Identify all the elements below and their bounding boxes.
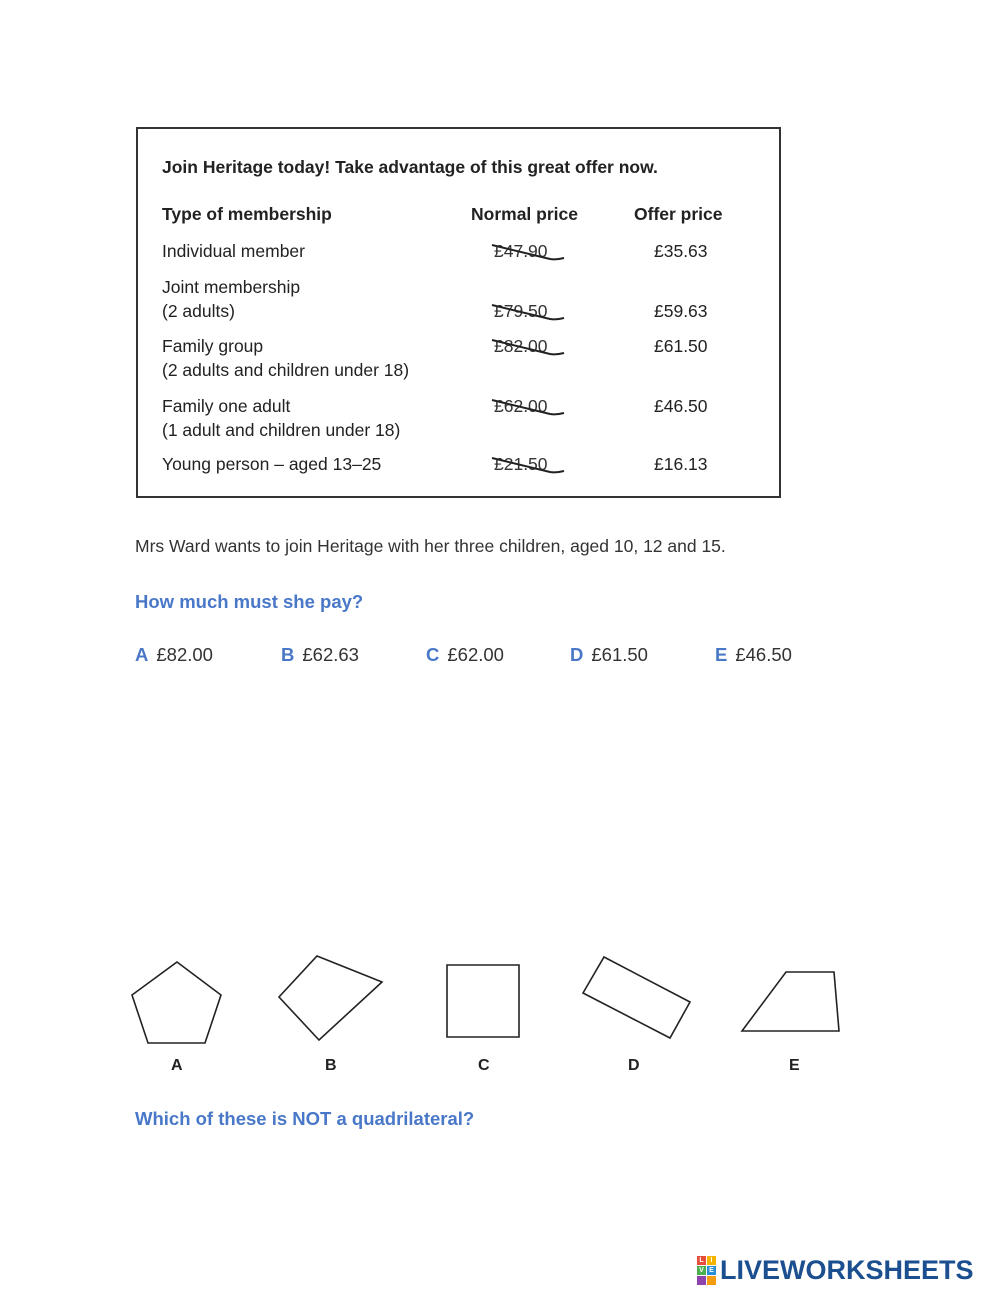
row-family-one-adult-offer-price: £46.50 xyxy=(654,396,708,416)
row-family-group-type: Family group xyxy=(162,336,264,356)
strikethrough-mark xyxy=(490,299,570,325)
struck-price: £79.50 xyxy=(494,299,548,323)
question2-prompt: Which of these is NOT a quadrilateral? xyxy=(135,1108,475,1129)
row-family-group-type-detail: (2 adults and children under 18) xyxy=(162,360,410,380)
question1-prompt: How much must she pay? xyxy=(135,591,364,612)
shape-label-d: D xyxy=(628,1057,640,1074)
option-letter: E xyxy=(715,644,728,665)
struck-price: £21.50 xyxy=(494,452,548,476)
strikethrough-mark xyxy=(490,452,570,478)
logo-block: L xyxy=(697,1256,706,1265)
strikethrough-mark xyxy=(490,334,570,360)
option-value: £46.50 xyxy=(735,644,792,665)
row-family-group-offer-price: £61.50 xyxy=(654,336,708,356)
option-letter: B xyxy=(281,644,295,665)
struck-price: £62.00 xyxy=(494,394,548,418)
row-joint-type: Joint membership xyxy=(162,277,301,297)
logo-text: LIVEWORKSHEETS xyxy=(720,1255,974,1285)
option-value: £62.63 xyxy=(302,644,359,665)
option-letter: C xyxy=(426,644,440,665)
row-young-person-offer-price: £16.13 xyxy=(654,454,708,474)
shapes-figure xyxy=(0,940,1000,1050)
q1-option-a[interactable] xyxy=(135,644,213,666)
q1-option-d[interactable] xyxy=(570,644,648,666)
logo-blocks-icon xyxy=(697,1256,716,1285)
strikethrough-mark xyxy=(490,239,570,265)
option-letter: D xyxy=(570,644,584,665)
rectangle-shape-d[interactable] xyxy=(583,957,690,1038)
struck-price: £47.90 xyxy=(494,239,548,263)
row-young-person-type: Young person – aged 13–25 xyxy=(162,454,382,474)
row-individual-offer-price: £35.63 xyxy=(654,241,708,261)
row-family-one-adult-normal-price xyxy=(494,394,548,418)
row-joint-type-detail: (2 adults) xyxy=(162,301,235,321)
row-joint-normal-price xyxy=(494,299,548,323)
row-family-group-normal-price xyxy=(494,334,548,358)
option-value: £82.00 xyxy=(156,644,213,665)
option-value: £62.00 xyxy=(447,644,504,665)
question1-intro: Mrs Ward wants to join Heritage with her three children, aged 10, 12 and 15. xyxy=(135,536,726,556)
header-normal-price: Normal price xyxy=(471,204,578,224)
struck-price: £82.00 xyxy=(494,334,548,358)
option-letter: A xyxy=(135,644,149,665)
quadrilateral-shape-b[interactable] xyxy=(279,956,382,1040)
logo-block: E xyxy=(707,1266,716,1275)
header-type: Type of membership xyxy=(162,204,332,224)
logo-block: I xyxy=(707,1256,716,1265)
pentagon-shape-a[interactable] xyxy=(132,962,221,1043)
q1-option-e[interactable] xyxy=(715,644,792,666)
q1-option-c[interactable] xyxy=(426,644,504,666)
square-shape-c[interactable] xyxy=(447,965,519,1037)
q1-option-b[interactable] xyxy=(281,644,359,666)
shape-label-a: A xyxy=(171,1057,183,1074)
header-offer-price: Offer price xyxy=(634,204,723,224)
liveworksheets-logo[interactable] xyxy=(697,1254,974,1286)
row-individual-normal-price xyxy=(494,239,548,263)
shape-label-b: B xyxy=(325,1057,337,1074)
strikethrough-mark xyxy=(490,394,570,420)
option-value: £61.50 xyxy=(591,644,648,665)
trapezium-shape-e[interactable] xyxy=(742,972,839,1031)
row-family-one-adult-type-detail: (1 adult and children under 18) xyxy=(162,420,401,440)
logo-block xyxy=(697,1276,706,1285)
logo-block xyxy=(707,1276,716,1285)
row-young-person-normal-price xyxy=(494,452,548,476)
shape-label-c: C xyxy=(478,1057,490,1074)
row-individual-type: Individual member xyxy=(162,241,305,261)
row-joint-offer-price: £59.63 xyxy=(654,301,708,321)
row-family-one-adult-type: Family one adult xyxy=(162,396,291,416)
offer-title: Join Heritage today! Take advantage of this great offer now. xyxy=(162,157,658,177)
membership-offer-box xyxy=(136,127,781,498)
shape-label-e: E xyxy=(789,1057,800,1074)
logo-block: V xyxy=(697,1266,706,1275)
